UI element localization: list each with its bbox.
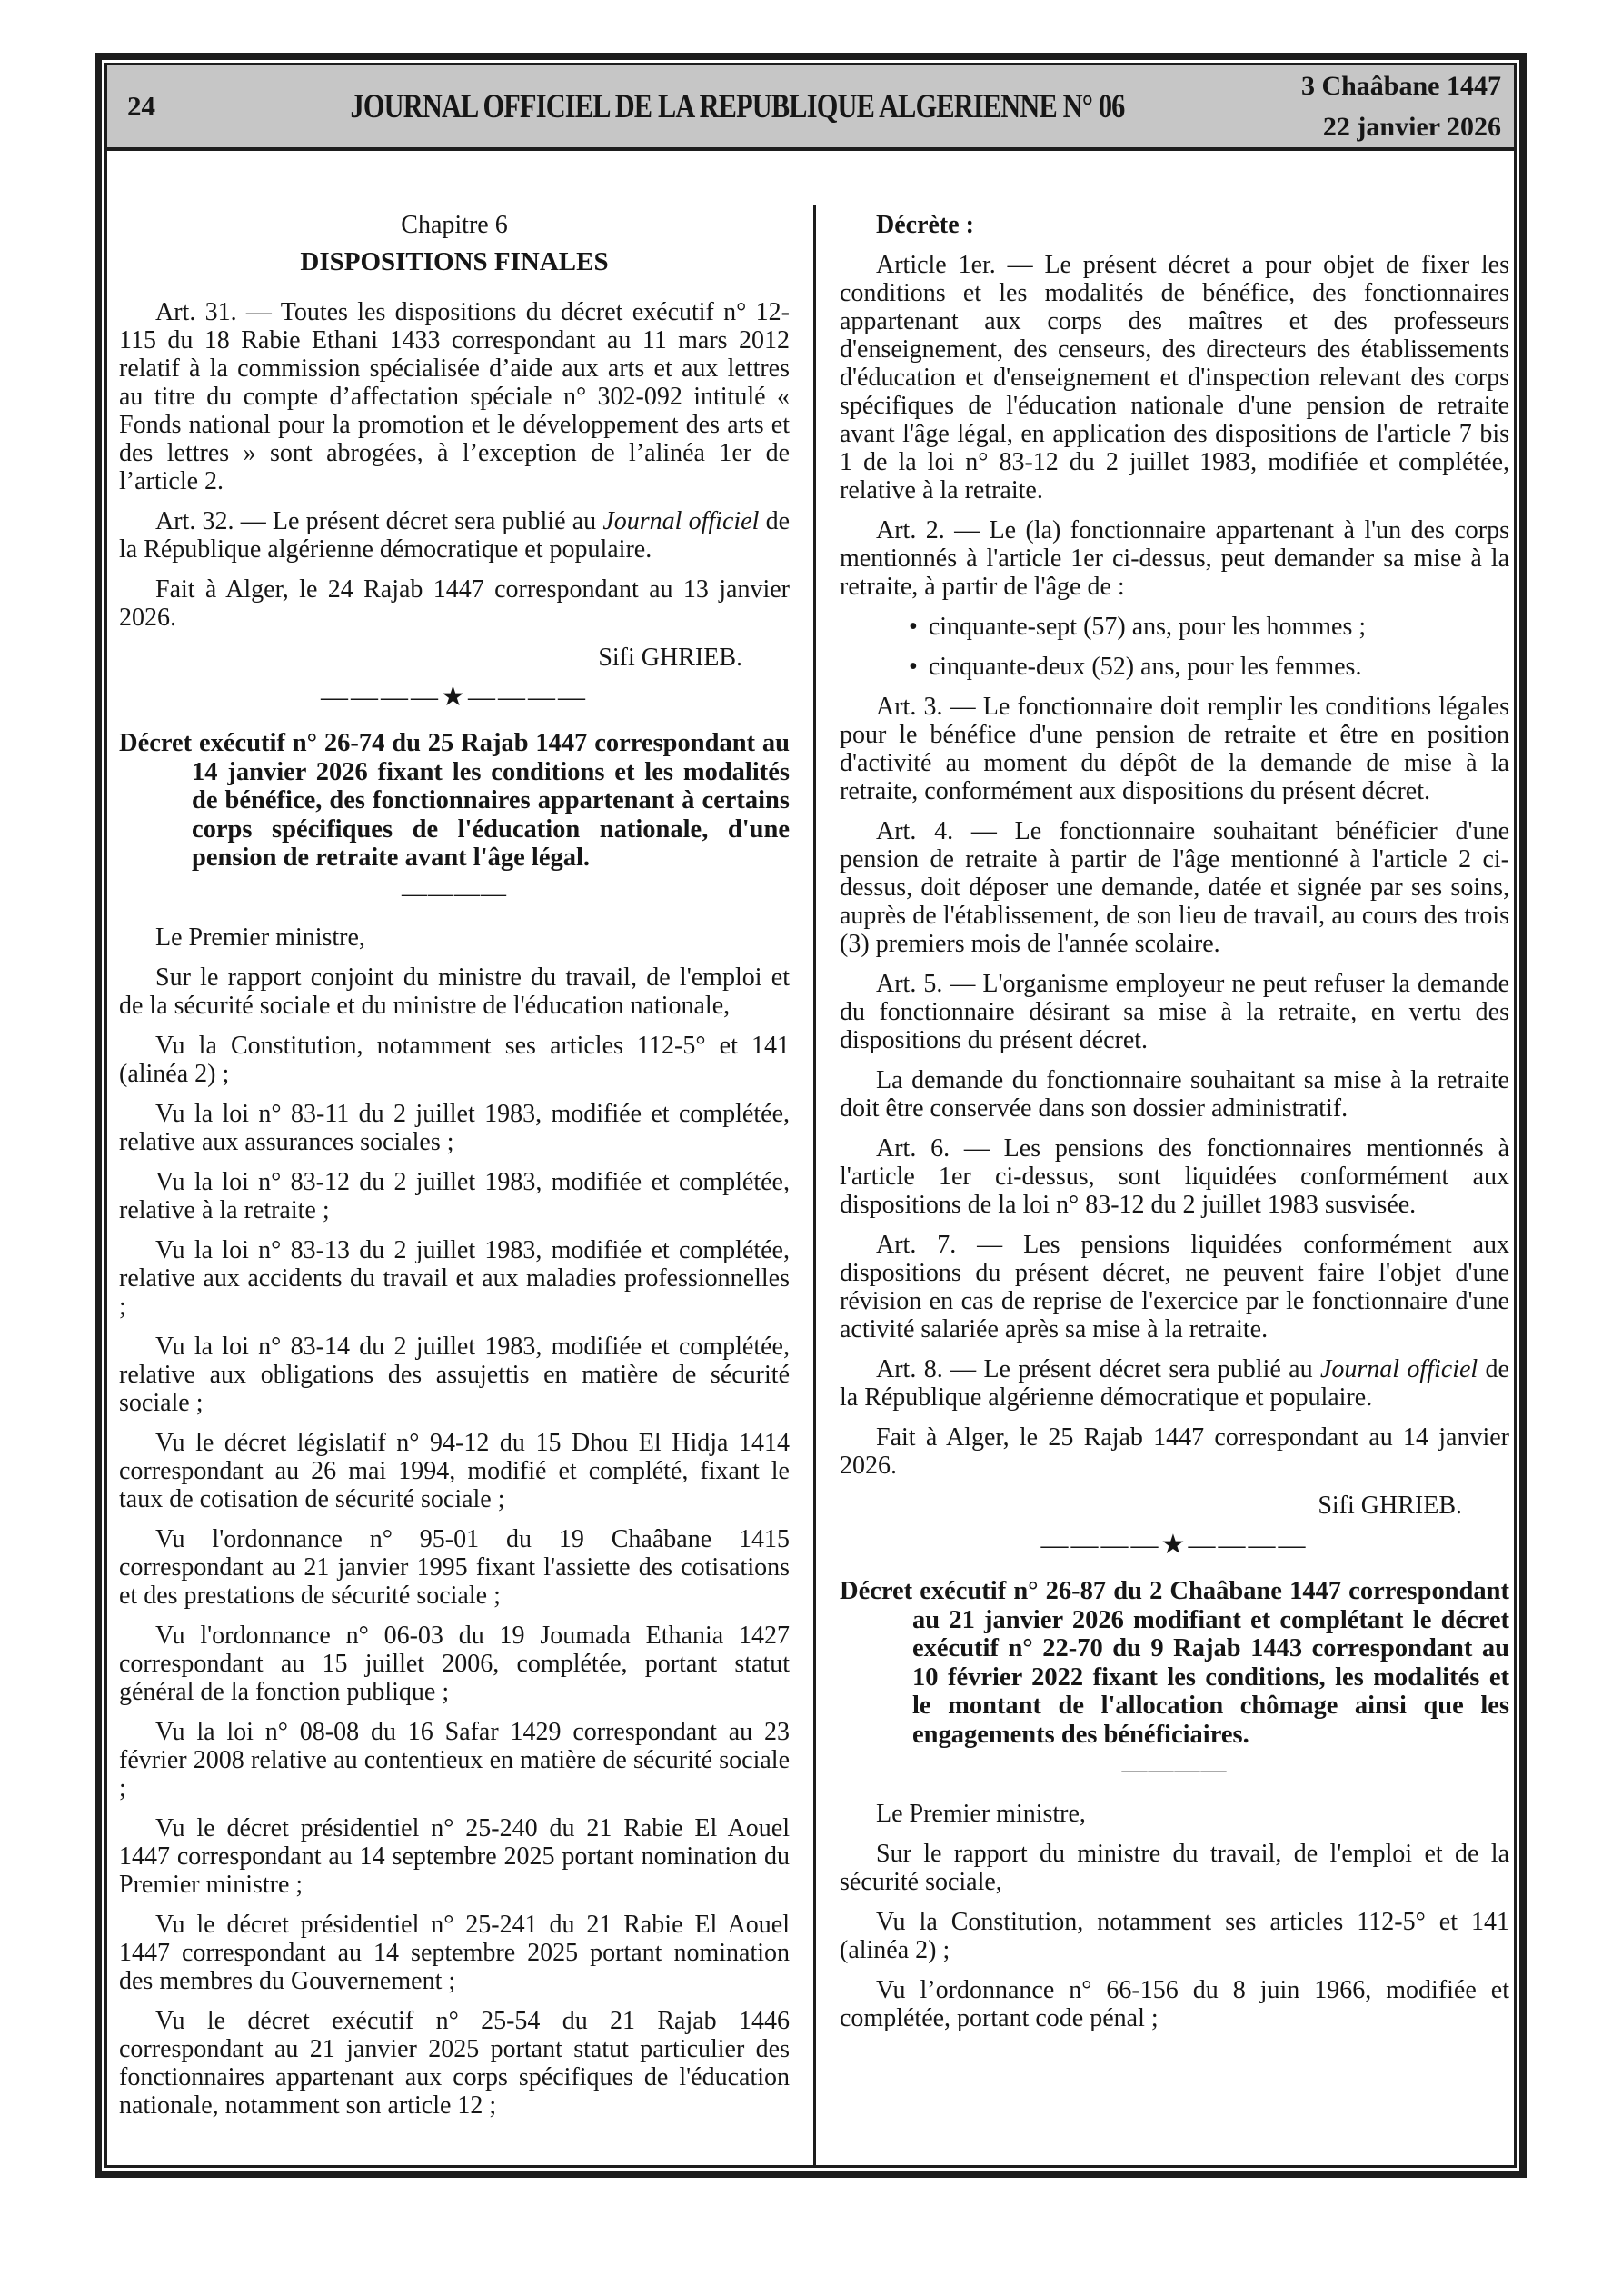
visa-item: Vu le décret législatif n° 94-12 du 15 Dhou El Hidja 1414 correspondant au 26 mai 1994, modifié et complété, fixant le taux de cotisation de sécurité sociale ; xyxy=(119,1428,790,1513)
article-3: Art. 3. — Le fonctionnaire doit remplir les conditions légales pour le bénéfice d'une pension de retraite et être en position d'activité au moment du dépôt de la demande de mise à la retraite, conformément aux dispositions du présent décret. xyxy=(840,693,1509,805)
report-line: Sur le rapport du ministre du travail, de l'emploi et de la sécurité sociale, xyxy=(840,1840,1509,1896)
left-column xyxy=(119,211,790,2131)
visa-item: Vu la Constitution, notamment ses articles 112-5° et 141 (alinéa 2) ; xyxy=(119,1031,790,1088)
bullet-icon: • xyxy=(909,653,918,681)
star-separator: ————★———— xyxy=(321,682,588,712)
date-of-signature: Fait à Alger, le 25 Rajab 1447 correspondant au 14 janvier 2026. xyxy=(840,1423,1509,1480)
visa-item: Vu la loi n° 08-08 du 16 Safar 1429 correspondant au 23 février 2008 relative au contentieux en matière de sécurité sociale ; xyxy=(119,1717,790,1802)
visa-item: Vu la loi n° 83-14 du 2 juillet 1983, modifiée et complétée, relative aux obligations des assujettis en matière de sécurité sociale ; xyxy=(119,1332,790,1417)
bullet-text: cinquante-deux (52) ans, pour les femmes. xyxy=(928,653,1362,681)
article-6: Art. 6. — Les pensions des fonctionnaires mentionnés à l'article 1er ci-dessus, sont liquidées conformément aux dispositions de la loi n° 83-12 du 2 juillet 1983 susvisée. xyxy=(840,1134,1509,1219)
visa-item: Vu le décret présidentiel n° 25-241 du 21 Rabie El Aouel 1447 correspondant au 14 septembre 2025 portant nomination des membres du Gouvernement ; xyxy=(119,1910,790,1995)
date-hijri: 3 Chaâbane 1447 xyxy=(1300,71,1501,101)
chapter-title: DISPOSITIONS FINALES xyxy=(300,247,609,276)
visa-item: Vu la loi n° 83-11 du 2 juillet 1983, modifiée et complétée, relative aux assurances sociales ; xyxy=(119,1099,790,1156)
article-8: Art. 8. — Le présent décret sera publié au Journal officiel de la République algérienne démocratique et populaire. xyxy=(840,1355,1509,1412)
visa-item: Vu le décret présidentiel n° 25-240 du 21 Rabie El Aouel 1447 correspondant au 14 septembre 2025 portant nomination du Premier ministre ; xyxy=(119,1813,790,1899)
issue-dates xyxy=(1269,65,1514,147)
column-divider xyxy=(813,205,816,2165)
article-5: Art. 5. — L'organisme employeur ne peut refuser la demande du fonctionnaire désirant sa mise à la retraite, en vertu des dispositions du présent décret. xyxy=(840,970,1509,1054)
star-separator: ————★———— xyxy=(1040,1530,1309,1560)
visa-item: Vu l'ordonnance n° 06-03 du 19 Joumada Ethania 1427 correspondant au 15 juillet 2006, complétée, portant statut général de la fonction publique ; xyxy=(119,1621,790,1706)
date-of-signature: Fait à Alger, le 24 Rajab 1447 correspondant au 13 janvier 2026. xyxy=(119,575,790,632)
bullet-icon: • xyxy=(909,613,918,641)
right-column xyxy=(840,211,1509,2044)
decree-26-74-heading: Décret exécutif n° 26-74 du 25 Rajab 1447 correspondant au 14 janvier 2026 fixant les conditions et les modalités de bénéfice, des fonctionnaires appartenant à certains corps spécifiques de l'éducation nationale, d'une pension de retraite avant l'âge légal. xyxy=(119,729,790,872)
journal-title-wrap xyxy=(207,87,1269,126)
article-2: Art. 2. — Le (la) fonctionnaire appartenant à l'un des corps mentionnés à l'article 1er ci-dessus, peut demander sa mise à la retraite, à partir de l'âge de : xyxy=(840,516,1509,601)
visa-item: Vu la loi n° 83-13 du 2 juillet 1983, modifiée et complétée, relative aux accidents du travail et aux maladies professionnelles ; xyxy=(119,1235,790,1321)
decree-26-87-heading: Décret exécutif n° 26-87 du 2 Chaâbane 1447 correspondant au 21 janvier 2026 modifiant et complétant le décret exécutif n° 22-70 du 9 Rajab 1443 correspondant au 10 février 2022 fixant les conditions, les modalités et le montant de l'allocation chômage ainsi que les engagements des bénéficiaires. xyxy=(840,1577,1509,1749)
page-number: 24 xyxy=(127,90,155,122)
premier-ministre-line: Le Premier ministre, xyxy=(155,923,365,952)
date-gregorian: 22 janvier 2026 xyxy=(1322,112,1501,142)
bullet-item xyxy=(840,613,1509,641)
signature: Sifi GHRIEB. xyxy=(1318,1492,1462,1520)
article-4: Art. 4. — Le fonctionnaire souhaitant bénéficier d'une pension de retraite à partir de l'âge mentionné à l'article 2 ci-dessus, doit déposer une demande, datée et signée par ses soins, auprès de l'établissement, de son lieu de travail, au cours des trois (3) premiers mois de l'année scolaire. xyxy=(840,817,1509,958)
visa-item: Vu la loi n° 83-12 du 2 juillet 1983, modifiée et complétée, relative à la retraite ; xyxy=(119,1167,790,1224)
visa-item: Vu l'ordonnance n° 95-01 du 19 Chaâbane 1415 correspondant au 21 janvier 1995 fixant l'assiette des cotisations et des prestations de sécurité sociale ; xyxy=(119,1524,790,1610)
article-1: Article 1er. — Le présent décret a pour objet de fixer les conditions et les modalités de bénéfice, des fonctionnaires appartenant aux corps des maîtres et des professeurs d'enseignement, des censeurs, des directeurs des établissements d'éducation et d'enseignement et d'inspection relevant des corps spécifiques de l'éducation nationale d'une pension de retraite avant l'âge légal, en application des dispositions de l'article 7 bis 1 de la loi n° 83-12 du 2 juillet 1983, modifiée et complétée, relative à la retraite. xyxy=(840,251,1509,504)
signature: Sifi GHRIEB. xyxy=(598,644,742,672)
visa-item: Vu le décret exécutif n° 25-54 du 21 Rajab 1446 correspondant au 21 janvier 2025 portant statut particulier des fonctionnaires appartenant aux corps spécifiques de l'éducation nationale, notamment son article 12 ; xyxy=(119,2006,790,2120)
article-7: Art. 7. — Les pensions liquidées conformément aux dispositions du présent décret, ne peuvent faire l'objet d'une révision en cas de reprise de l'exercice par le fonctionnaire d'une activité salariée après sa mise à la retraite. xyxy=(840,1231,1509,1343)
dash-separator: ———— xyxy=(402,879,507,908)
report-line: Sur le rapport conjoint du ministre du travail, de l'emploi et de la sécurité sociale et du ministre de l'éducation nationale, xyxy=(119,963,790,1020)
decrete-label: Décrète : xyxy=(876,211,975,239)
bullet-text: cinquante-sept (57) ans, pour les hommes ; xyxy=(928,613,1367,641)
chapter-label: Chapitre 6 xyxy=(401,211,508,239)
dash-separator: ———— xyxy=(1121,1756,1228,1784)
article-5-paragraph-2: La demande du fonctionnaire souhaitant sa mise à la retraite doit être conservée dans son dossier administratif. xyxy=(840,1066,1509,1123)
article-31: Art. 31. — Toutes les dispositions du décret exécutif n° 12-115 du 18 Rabie Ethani 1433 correspondant au 11 mars 2012 relatif à la commission spécialisée d’aide aux arts et aux lettres au titre du compte d’affectation spéciale n° 302-092 intitulé « Fonds national pour la promotion et le développement des arts et des lettres » sont abrogées, à l’exception de l’alinéa 1er de l’article 2. xyxy=(119,298,790,495)
header-band xyxy=(107,65,1514,151)
bullet-item xyxy=(840,653,1509,681)
journal-title: JOURNAL OFFICIEL DE LA REPUBLIQUE ALGERIENNE N° 06 xyxy=(350,87,1126,125)
visa-item: Vu l’ordonnance n° 66-156 du 8 juin 1966, modifiée et complétée, portant code pénal ; xyxy=(840,1976,1509,2032)
premier-ministre-line: Le Premier ministre, xyxy=(876,1800,1086,1828)
visa-item: Vu la Constitution, notamment ses articles 112-5° et 141 (alinéa 2) ; xyxy=(840,1908,1509,1964)
article-32: Art. 32. — Le présent décret sera publié au Journal officiel de la République algérienne démocratique et populaire. xyxy=(119,507,791,564)
